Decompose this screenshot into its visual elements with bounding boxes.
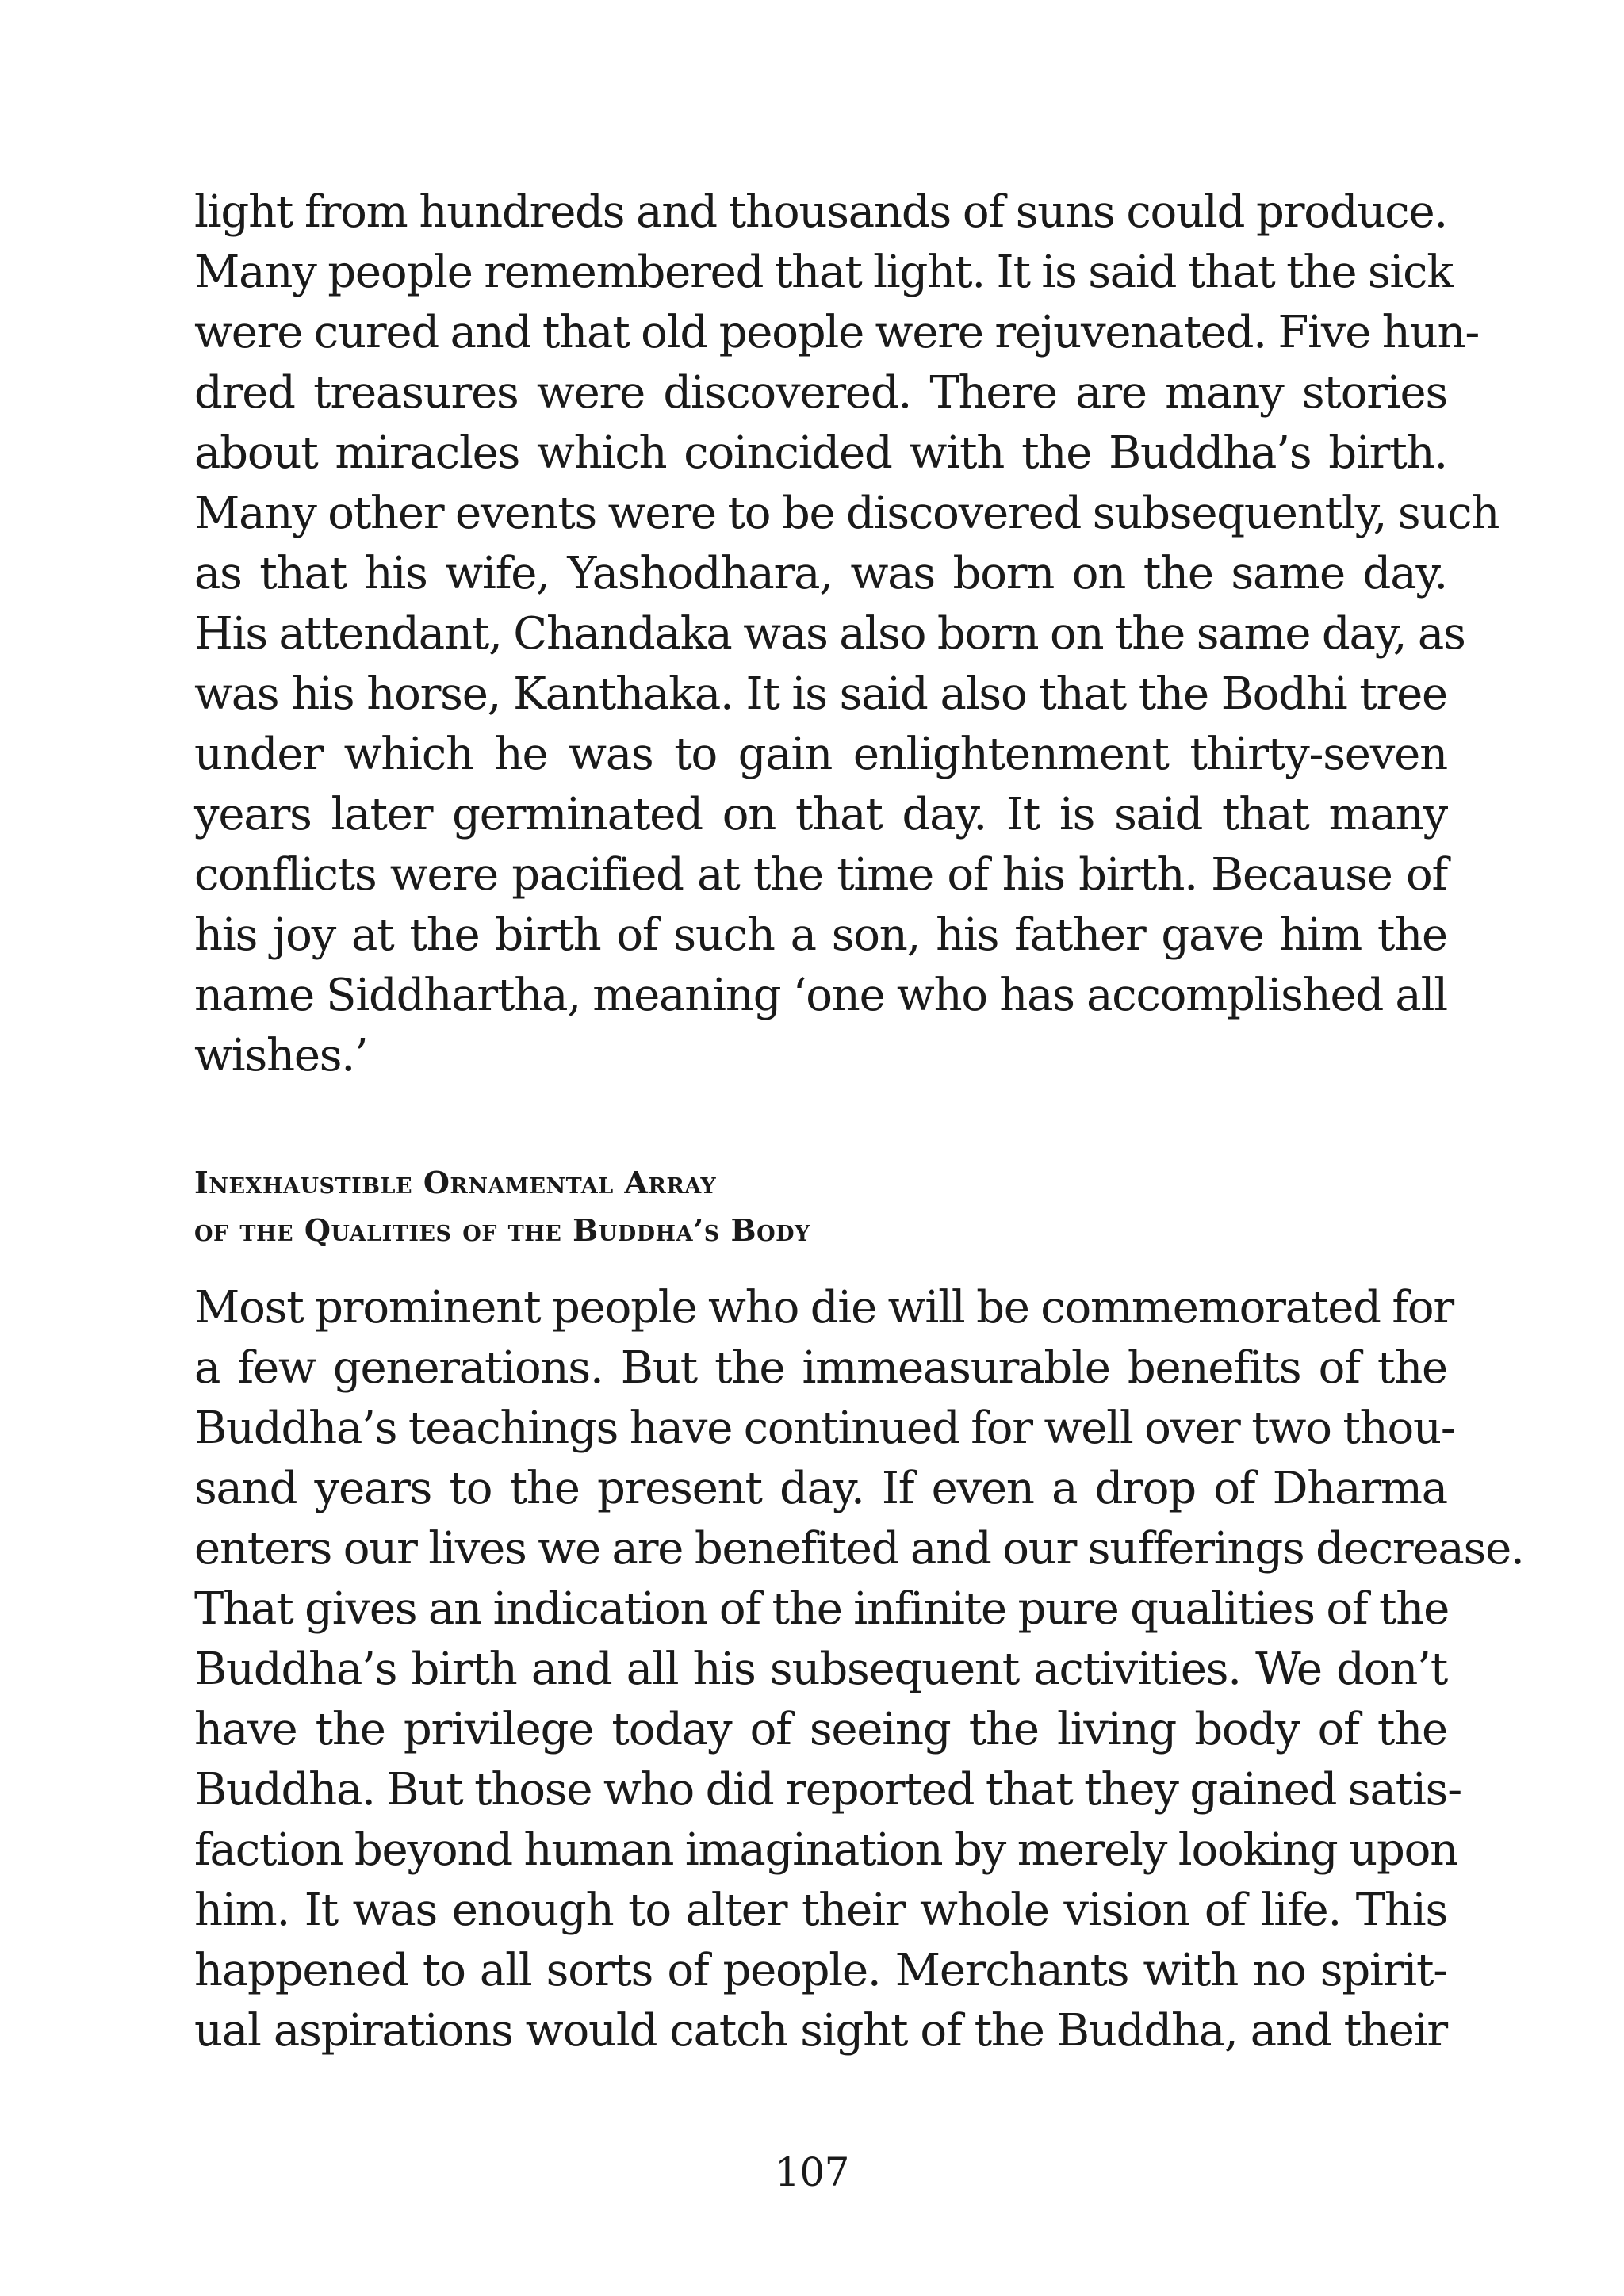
text-line: Buddha’s birth and all his subsequent activities. We don’t <box>194 1644 1447 1695</box>
text-line: were cured and that old people were rejuvenated. Five hun- <box>194 307 1480 358</box>
text-line: wishes.’ <box>194 1030 368 1081</box>
text-line: Many people remembered that light. It is said that the sick <box>194 247 1454 298</box>
page-number: 107 <box>775 2149 849 2195</box>
text-line: Buddha’s teachings have continued for well over two thou- <box>194 1402 1455 1454</box>
text-line: His attendant, Chandaka was also born on the same day, as <box>194 608 1465 660</box>
text-line: was his horse, Kanthaka. It is said also that the Bodhi tree <box>194 668 1447 720</box>
text-line: his joy at the birth of such a son, his father gave him the <box>194 909 1447 961</box>
text-line: a few generations. But the immeasurable benefits of the <box>194 1342 1447 1394</box>
paragraph-2 <box>194 1278 1524 2061</box>
text-line: as that his wife, Yashodhara, was born on the same day. <box>194 548 1447 599</box>
text-line: Buddha. But those who did reported that they gained satis- <box>194 1764 1461 1816</box>
text-line: years later germinated on that day. It is said that many <box>194 789 1447 840</box>
text-line: name Siddhartha, meaning ‘one who has accomplished all <box>194 970 1447 1021</box>
text-line: enters our lives we are benefited and our sufferings decrease. <box>194 1523 1524 1575</box>
text-line: have the privilege today of seeing the living body of the <box>194 1704 1447 1755</box>
text-line: about miracles which coincided with the Buddha’s birth. <box>194 427 1447 479</box>
page-body <box>194 182 1524 2061</box>
text-line: conflicts were pacified at the time of his birth. Because of <box>194 849 1447 901</box>
text-line: under which he was to gain enlightenment thirty-seven <box>194 729 1447 780</box>
section-heading-line-2: of the Qualities of the Buddha’s Body <box>194 1212 810 1248</box>
text-line: him. It was enough to alter their whole vision of life. This <box>194 1885 1447 1936</box>
text-line: ual aspirations would catch sight of the Buddha, and their <box>194 2005 1447 2057</box>
text-line: happened to all sorts of people. Merchants with no spirit- <box>194 1945 1447 1996</box>
text-line: That gives an indication of the infinite pure qualities of the <box>194 1583 1450 1635</box>
text-line: faction beyond human imagination by merely looking upon <box>194 1824 1458 1876</box>
paragraph-1 <box>194 182 1500 1086</box>
text-line: sand years to the present day. If even a drop of Dharma <box>194 1463 1447 1514</box>
text-line: dred treasures were discovered. There are many stories <box>194 367 1447 419</box>
text-line: Most prominent people who die will be commemorated for <box>194 1282 1454 1334</box>
text-line: Many other events were to be discovered subsequently, such <box>194 488 1500 539</box>
section-heading <box>194 1159 1447 1254</box>
text-line: light from hundreds and thousands of suns could produce. <box>194 186 1447 238</box>
section-heading-line-1: Inexhaustible Ornamental Array <box>194 1165 717 1200</box>
